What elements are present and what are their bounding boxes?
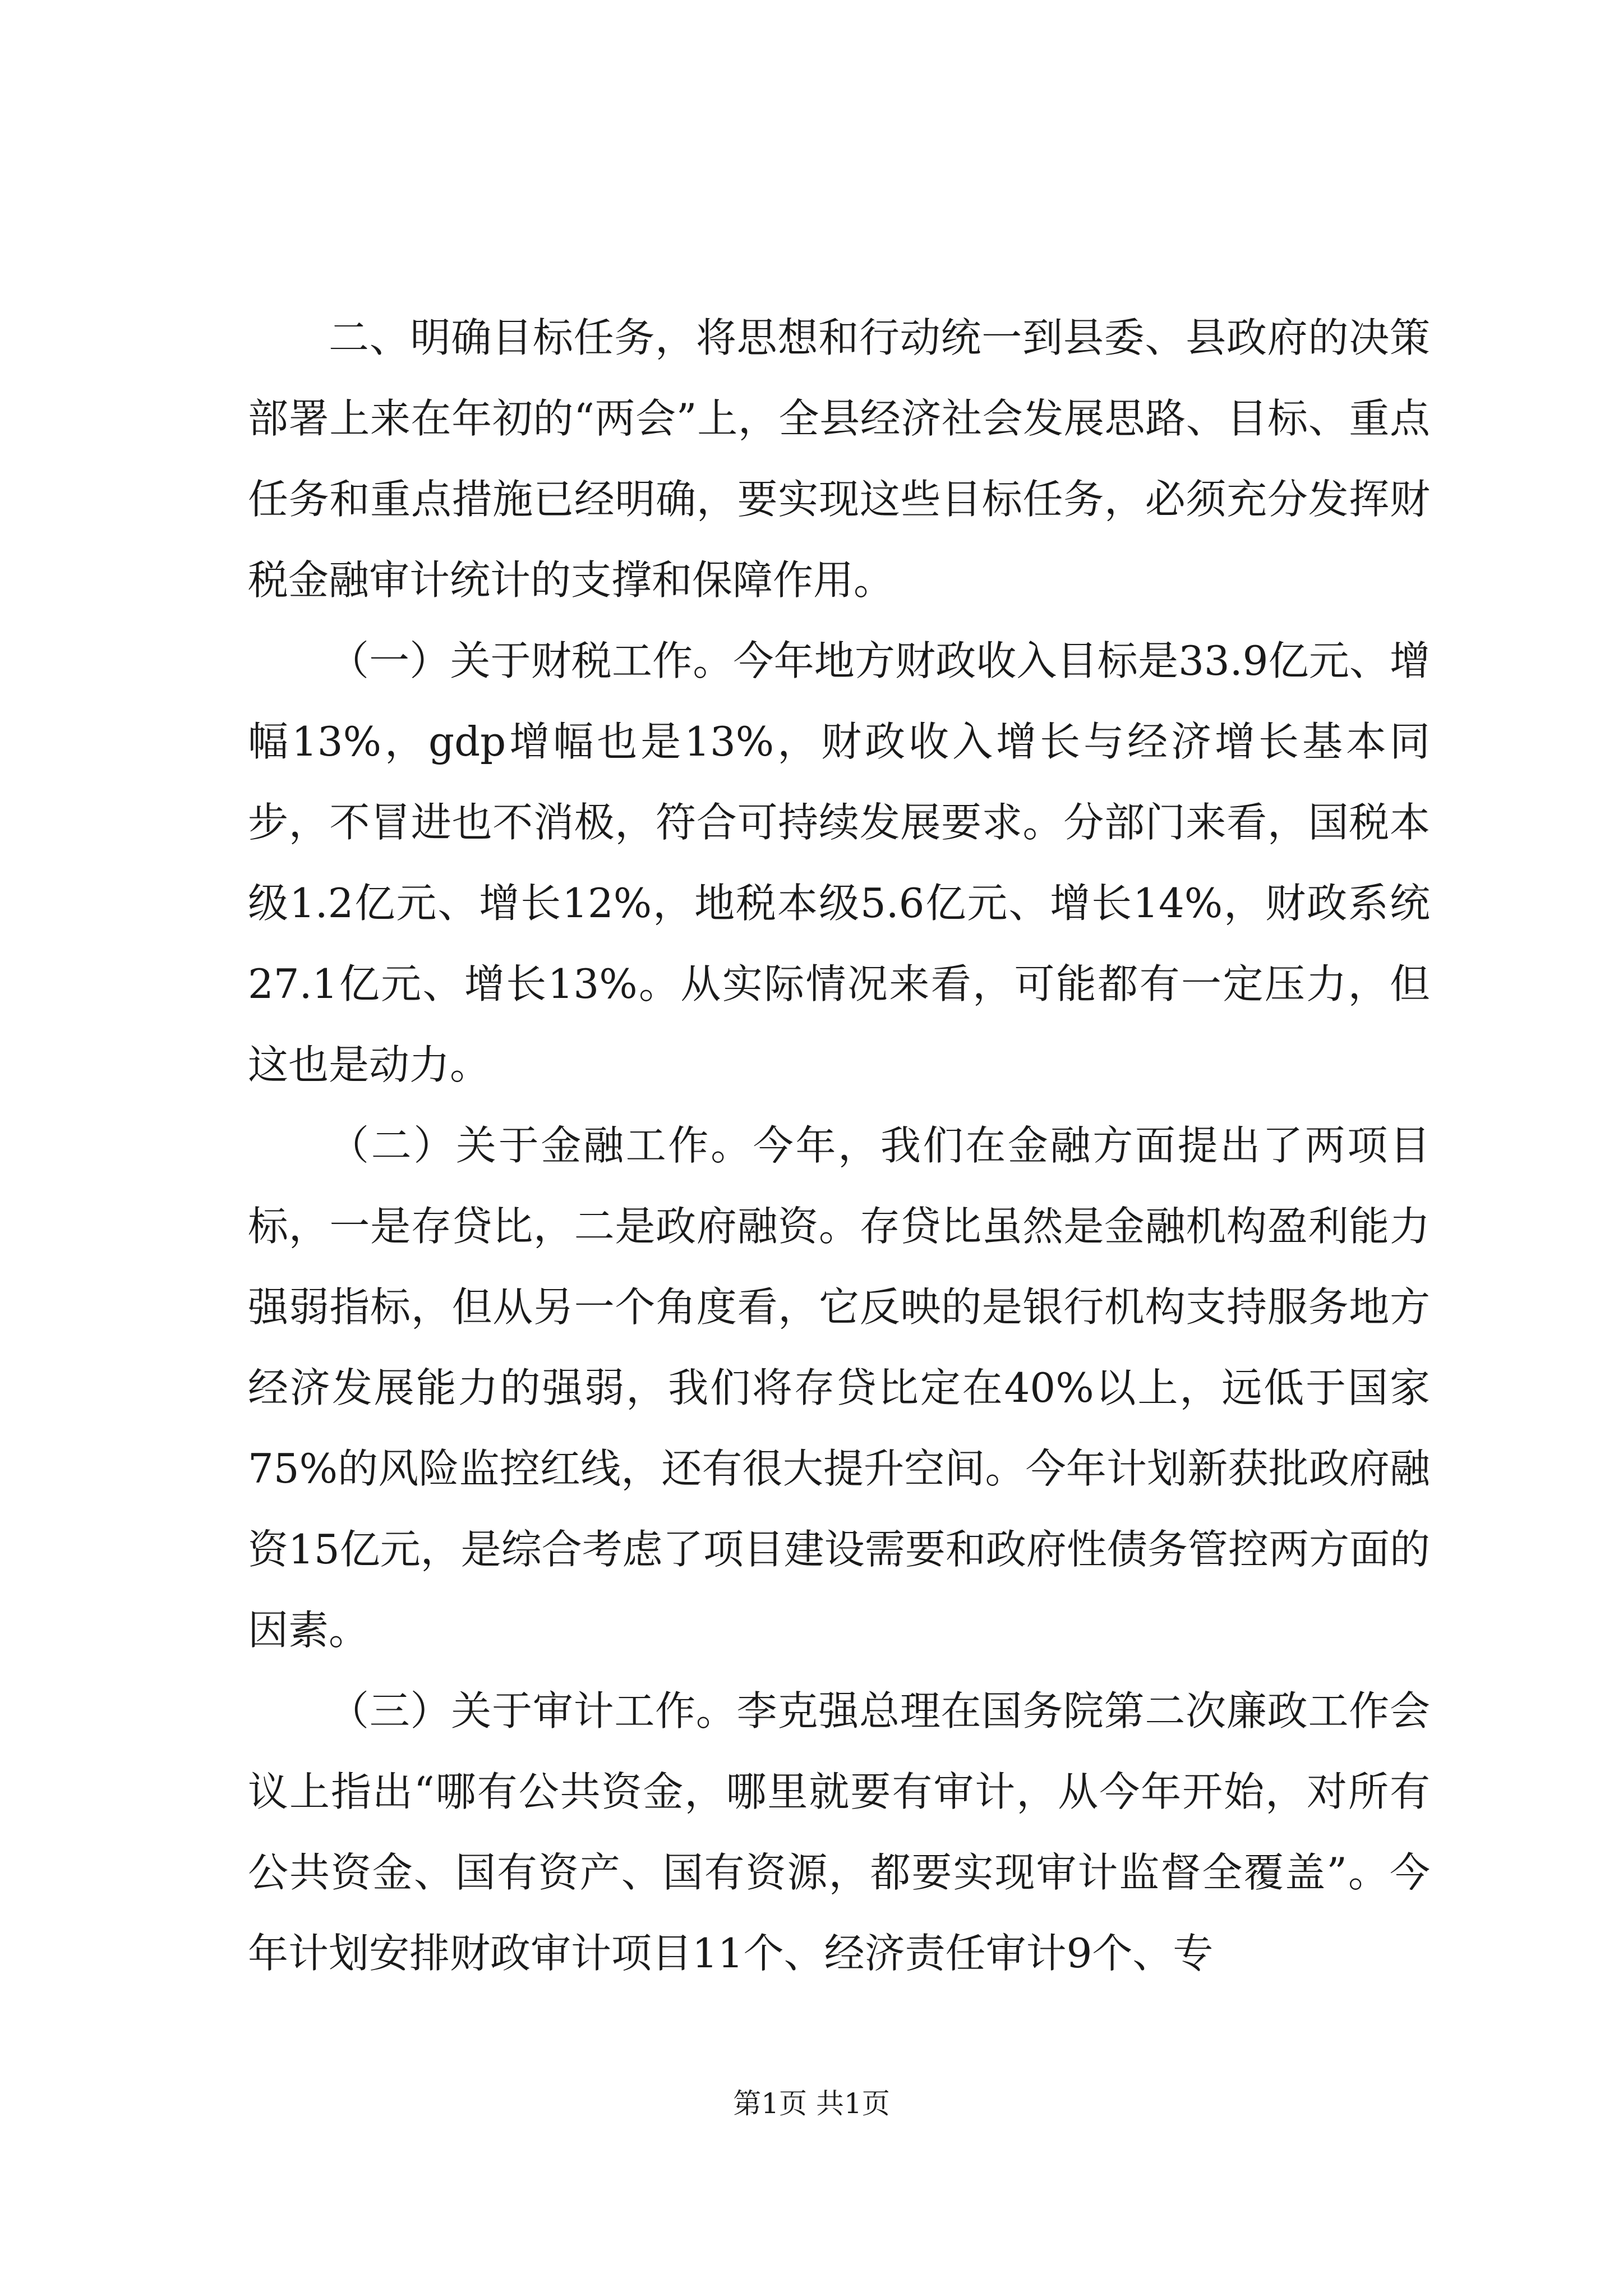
paragraph-audit: （三）关于审计工作。李克强总理在国务院第二次廉政工作会议上指出“哪有公共资金，哪里就要有审计，从今年开始，对所有公共资金、国有资产、国有资源，都要实现审计监督全覆盖”。今年计划安排财政审计项目11个、经济责任审计9个、专 — [248, 1687, 1430, 1977]
page-number-footer: 第1页 共1页 — [733, 2087, 890, 2120]
document-body — [248, 297, 1430, 1994]
paragraph-banking: （二）关于金融工作。今年，我们在金融方面提出了两项目标，一是存贷比，二是政府融资。存贷比虽然是金融机构盈利能力强弱指标，但从另一个角度看，它反映的是银行机构支持服务地方经济发展能力的强弱，我们将存贷比定在40%以上，远低于国家75%的风险监控红线，还有很大提升空间。今年计划新获批政府融资15亿元，是综合考虑了项目建设需要和政府性债务管控两方面的因素。 — [248, 1122, 1430, 1654]
paragraph-finance-tax: （一）关于财税工作。今年地方财政收入目标是33.9亿元、增幅13%，gdp增幅也是13%，财政收入增长与经济增长基本同步，不冒进也不消极，符合可持续发展要求。分部门来看，国税本级1.2亿元、增长12%，地税本级5.6亿元、增长14%，财政系统27.1亿元、增长13%。从实际情况来看，可能都有一定压力，但这也是动力。 — [248, 637, 1430, 1088]
paragraph-goals: 二、明确目标任务，将思想和行动统一到县委、县政府的决策部署上来在年初的“两会”上，全县经济社会发展思路、目标、重点任务和重点措施已经明确，要实现这些目标任务，必须充分发挥财税金融审计统计的支撑和保障作用。 — [248, 314, 1430, 604]
